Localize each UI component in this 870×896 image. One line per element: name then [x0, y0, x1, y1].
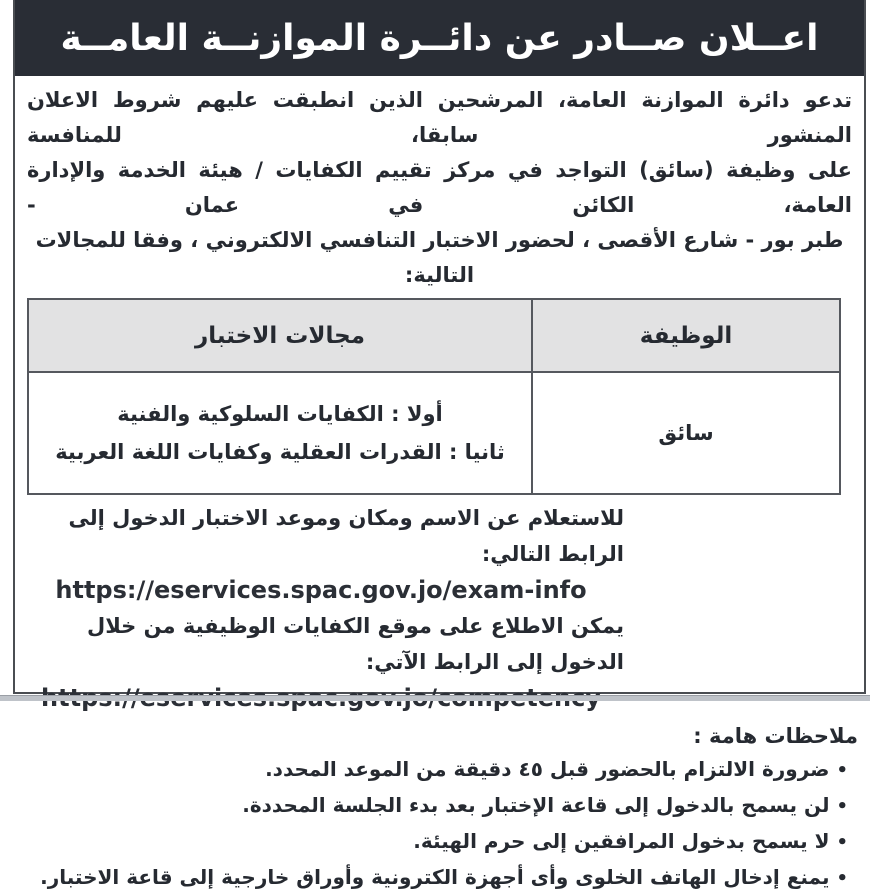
- intro-line-1: تدعو دائرة الموازنة العامة، المرشحين الذين انطبقت عليهم شروط الاعلان المنشور سابقا، للمنافسة: [27, 88, 852, 147]
- intro-line-2: على وظيفة (سائق) التواجد في مركز تقييم الكفايات / هيئة الخدمة والإدارة العامة، الكائن في عمان -: [27, 158, 852, 217]
- announcement-title: اعــلان صــادر عن دائــرة الموازنــة العامــة: [60, 17, 819, 59]
- table-row: [28, 372, 840, 494]
- column-header-domains: مجالات الاختبار: [28, 299, 532, 372]
- note-text: يمنع إدخال الهاتف الخلوى وأى أجهزة الكترونية وأوراق خارجية إلى قاعة الاختبار.: [40, 865, 830, 889]
- bullet-icon: •: [836, 760, 848, 781]
- notes-heading: ملاحظات هامة :: [693, 724, 858, 748]
- list-item: [15, 788, 848, 824]
- note-text: لا يسمح بدخول المرافقين إلى حرم الهيئة.: [413, 829, 830, 853]
- competency-label: يمكن الاطلاع على موقع الكفايات الوظيفية من خلال الدخول إلى الرابط الآتي:: [87, 614, 624, 674]
- note-text: لن يسمح بالدخول إلى قاعة الإختبار بعد بدء الجلسة المحددة.: [242, 793, 830, 817]
- list-item: [15, 752, 848, 788]
- exam-info-label: للاستعلام عن الاسم ومكان وموعد الاختبار الدخول إلى الرابط التالي:: [68, 506, 624, 566]
- links-section: [18, 500, 624, 716]
- domain-line-2: ثانيا : القدرات العقلية وكفايات اللغة العربية: [55, 440, 505, 464]
- scan-bottom-edge: [0, 695, 870, 701]
- domain-line-1: أولا : الكفايات السلوكية والفنية: [117, 402, 443, 426]
- bullet-icon: •: [836, 796, 848, 817]
- column-header-job: الوظيفة: [532, 299, 840, 372]
- domains-cell: [28, 372, 532, 494]
- exam-info-link[interactable]: https://eservices.spac.gov.jo/exam-info: [55, 576, 587, 604]
- notes-list: [15, 752, 848, 896]
- exam-domains-table: [27, 298, 841, 495]
- announcement-document: [13, 0, 866, 889]
- list-item: [15, 860, 848, 896]
- job-cell: سائق: [532, 372, 840, 494]
- bullet-icon: •: [836, 868, 848, 889]
- list-item: [15, 824, 848, 860]
- title-banner: [15, 0, 864, 76]
- table-header-row: [28, 299, 840, 372]
- intro-line-3: طبر بور - شارع الأقصى ، لحضور الاختبار التنافسي الالكتروني ، وفقا للمجالات التالية:: [35, 228, 844, 287]
- intro-paragraph: [27, 83, 852, 293]
- note-text: ضرورة الالتزام بالحضور قبل ٤٥ دقيقة من الموعد المحدد.: [265, 757, 830, 781]
- bullet-icon: •: [836, 832, 848, 853]
